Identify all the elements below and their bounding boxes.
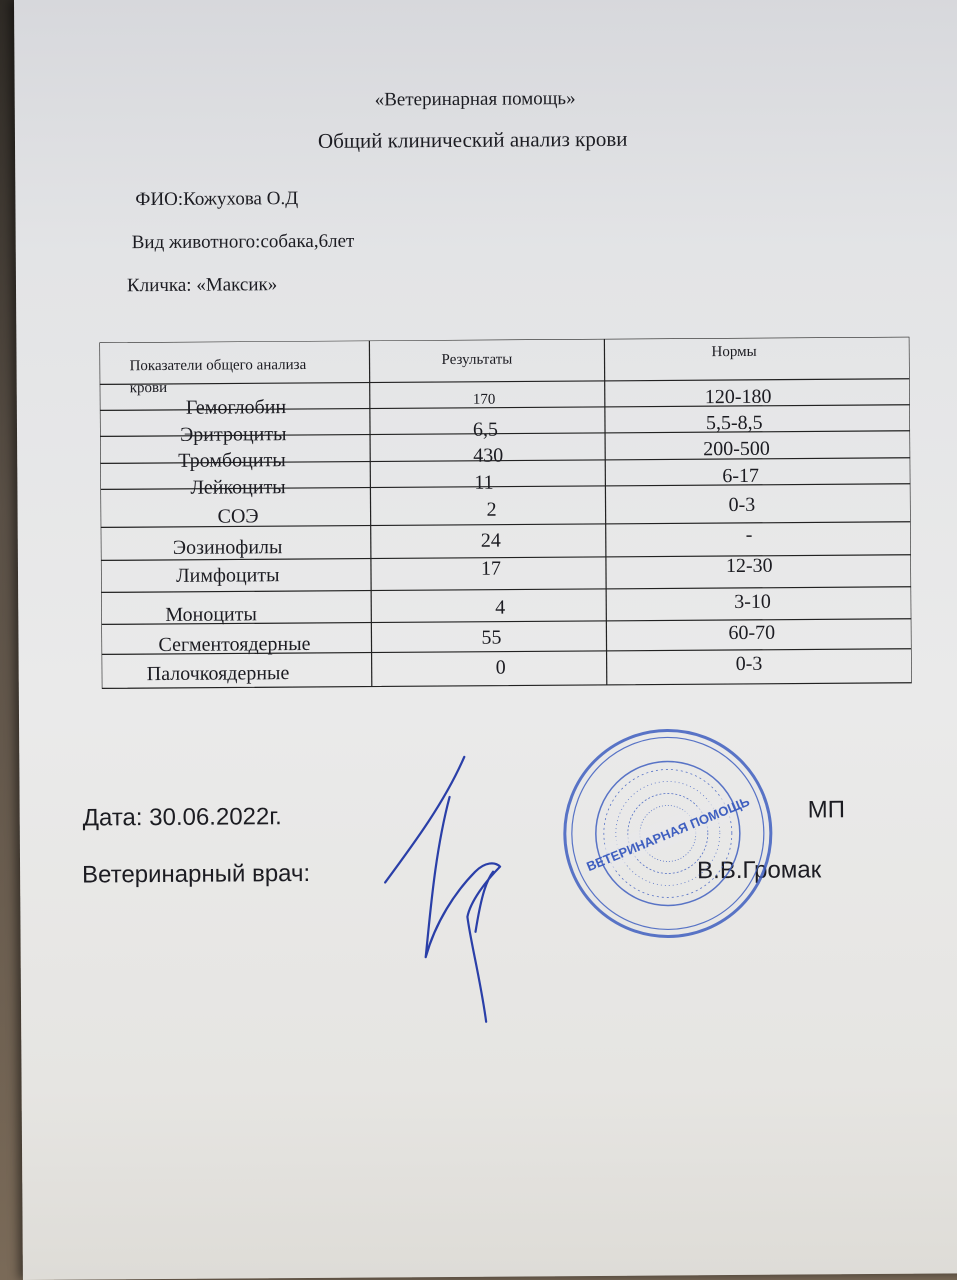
document-title: Общий клинический анализ крови	[317, 126, 628, 153]
blood-test-table	[99, 337, 911, 691]
animal-species: Вид животного:собака,6лет	[131, 230, 355, 254]
row-norm: 12-30	[725, 554, 773, 578]
row-norm: 6-17	[722, 464, 760, 488]
row-name: Сегментоядерные	[158, 632, 311, 657]
row-norm: 5,5-8,5	[705, 411, 763, 435]
doctor-name: В.В.Громак	[697, 856, 822, 885]
row-name: Палочкоядерные	[146, 662, 290, 686]
row-name: Лейкоциты	[190, 476, 286, 499]
row-result: 170	[472, 391, 496, 408]
owner-name: ФИО:Кожухова О.Д	[135, 188, 299, 211]
row-result: 55	[481, 626, 502, 649]
clinic-name: «Ветеринарная помощь»	[374, 88, 576, 111]
header-indicator: Показатели общего анализа	[129, 356, 307, 375]
header-results: Результаты	[441, 351, 513, 369]
row-name: Моноциты	[165, 603, 257, 626]
animal-nickname: Кличка: «Максик»	[126, 274, 278, 297]
row-norm: 120-180	[704, 385, 772, 409]
row-result: 0	[495, 656, 506, 679]
row-result: 6,5	[472, 418, 499, 441]
row-norm: 200-500	[703, 437, 770, 461]
row-norm: 3-10	[734, 590, 771, 613]
stamp-center-text: ВЕТЕРИНАРНАЯ ПОМОЩЬ	[584, 793, 752, 875]
row-name: СОЭ	[217, 505, 259, 528]
row-name: Лимфоциты	[175, 564, 280, 587]
row-norm: -	[745, 523, 753, 546]
row-norm: 0-3	[728, 493, 756, 517]
signature	[374, 751, 556, 1032]
row-result: 4	[495, 596, 506, 619]
row-norm: 60-70	[728, 621, 776, 645]
row-result: 11	[474, 471, 494, 494]
row-norm: 0-3	[735, 652, 763, 675]
document-page	[14, 0, 957, 1280]
stamp-place-label: МП	[807, 796, 846, 824]
row-result: 2	[486, 498, 497, 521]
header-indicator-line2: крови	[129, 379, 168, 397]
row-result: 24	[480, 529, 501, 552]
header-norms: Нормы	[711, 343, 757, 361]
row-name: Гемоглобин	[185, 396, 287, 419]
doctor-label: Ветеринарный врач:	[82, 859, 311, 889]
row-result: 430	[473, 444, 504, 467]
analysis-date: Дата: 30.06.2022г.	[82, 803, 282, 832]
official-stamp	[557, 723, 779, 945]
row-name: Тромбоциты	[178, 449, 286, 472]
row-result: 17	[480, 557, 502, 580]
row-name: Эозинофилы	[172, 536, 283, 559]
row-name: Эритроциты	[179, 423, 287, 446]
